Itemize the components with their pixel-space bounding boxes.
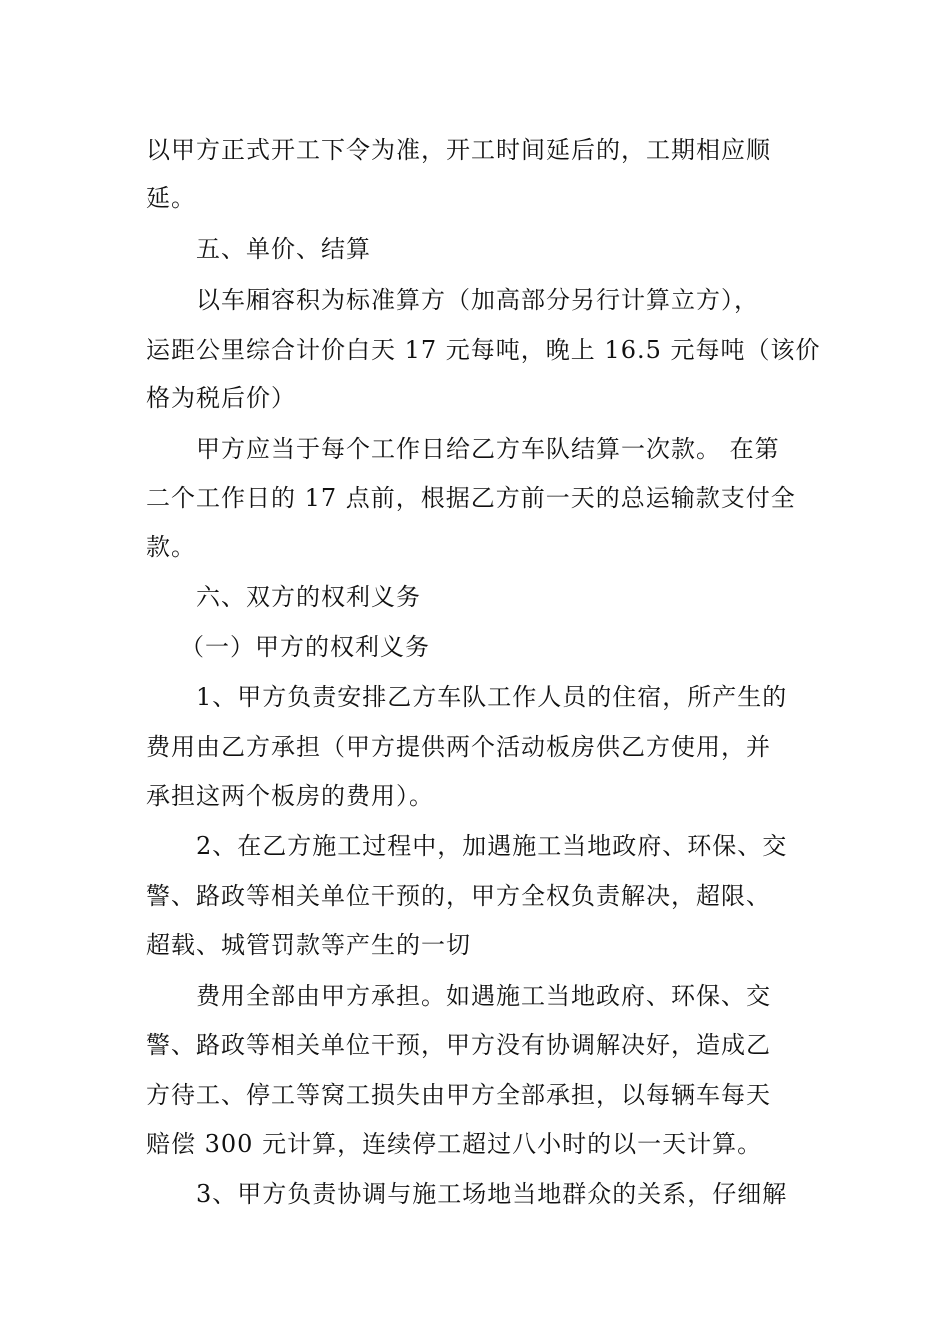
paragraph-line: 超载、城管罚款等产生的一切: [146, 931, 471, 959]
paragraph-line: 方待工、停工等窝工损失由甲方全部承担，以每辆车每天: [146, 1081, 771, 1109]
paragraph-line: 格为税后价）: [146, 384, 296, 412]
paragraph-line: 运距公里综合计价白天 17 元每吨，晚上 16.5 元每吨（该价: [146, 336, 821, 364]
paragraph-line: 二个工作日的 17 点前，根据乙方前一天的总运输款支付全: [146, 484, 796, 512]
paragraph-line: 1、甲方负责安排乙方车队工作人员的住宿，所产生的: [196, 683, 788, 711]
paragraph-line: 延。: [146, 184, 196, 212]
paragraph-line: 以车厢容积为标准算方（加高部分另行计算立方），: [196, 286, 759, 314]
paragraph-line: 费用由乙方承担（甲方提供两个活动板房供乙方使用，并: [146, 733, 771, 761]
paragraph-line: 款。: [146, 533, 196, 561]
paragraph-line: 警、路政等相关单位干预的，甲方全权负责解决，超限、: [146, 882, 771, 910]
section-heading-five: 五、单价、结算: [196, 235, 371, 263]
paragraph-line: 以甲方正式开工下令为准，开工时间延后的，工期相应顺: [146, 136, 771, 164]
paragraph-line: 2、在乙方施工过程中，加遇施工当地政府、环保、交: [196, 832, 788, 860]
paragraph-line: 赔偿 300 元计算，连续停工超过八小时的以一天计算。: [146, 1130, 763, 1158]
paragraph-line: 费用全部由甲方承担。如遇施工当地政府、环保、交: [196, 982, 771, 1010]
paragraph-line: 承担这两个板房的费用）。: [146, 782, 434, 810]
paragraph-line: 警、路政等相关单位干预，甲方没有协调解决好，造成乙: [146, 1031, 771, 1059]
paragraph-line: 3、甲方负责协调与施工场地当地群众的关系，仔细解: [196, 1180, 788, 1208]
section-heading-six: 六、双方的权利义务: [196, 583, 421, 611]
subsection-heading: （一）甲方的权利义务: [180, 633, 430, 661]
paragraph-line: 甲方应当于每个工作日给乙方车队结算一次款。 在第: [196, 435, 780, 463]
